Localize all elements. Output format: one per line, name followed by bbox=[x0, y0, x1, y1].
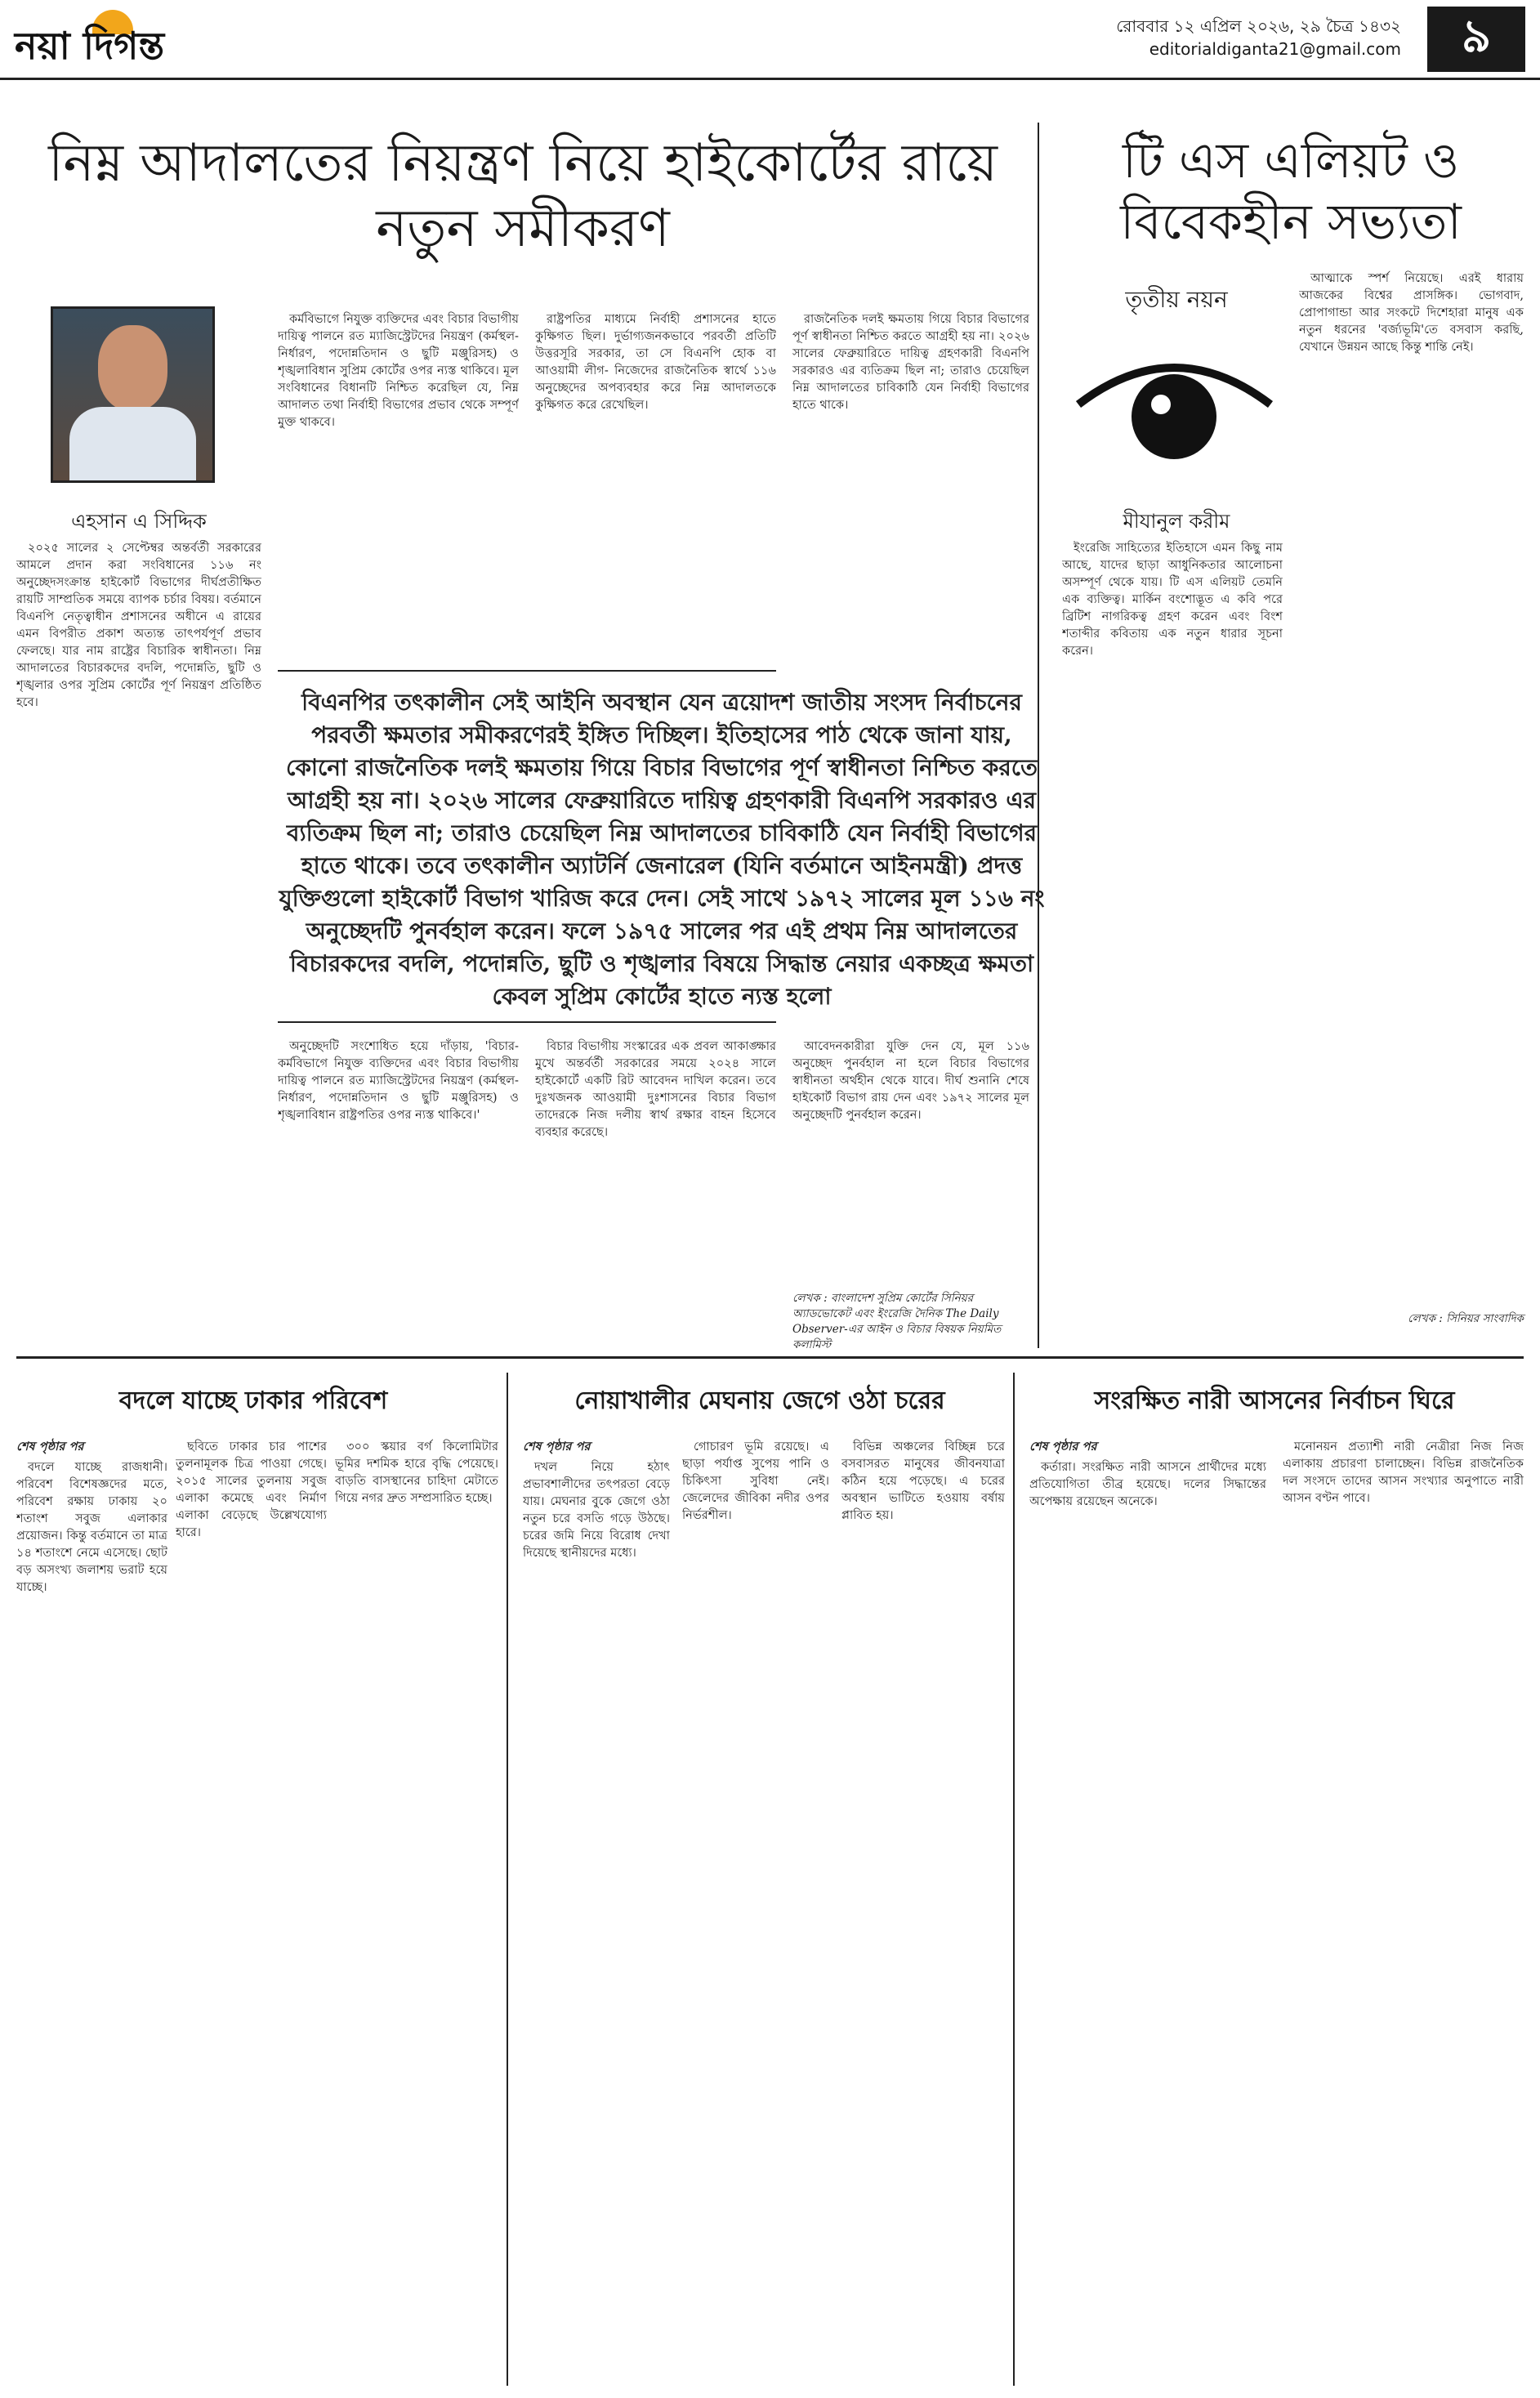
lead-column-7 bbox=[792, 1038, 1029, 1283]
story-1-col2-text: ছবিতে ঢাকার চার পাশের তুলনামূলক চিত্র পাওয়া গেছে। ২০১৫ সালের তুলনায় সবুজ এলাকা কমেছে এবং নির্মাণ এলাকা বেড়েছে উল্লেখযোগ্য হারে। bbox=[176, 1440, 327, 1539]
side-col1-text: ইংরেজি সাহিত্যের ইতিহাসে এমন কিছু নাম আছে, যাদের ছাড়া আধুনিকতার আলোচনা অসম্পূর্ণ থেকে যায়। টি এস এলিয়ট তেমনি এক ব্যক্তিত্ব। মার্কিন বংশোদ্ভূত এ কবি পরে ব্রিটিশ নাগরিকত্ব গ্রহণ করেন এবং বিংশ শতাব্দীর কবিতায় এক নতুন ধারার সূচনা করেন। bbox=[1062, 541, 1283, 658]
lead-col5-text: অনুচ্ছেদটি সংশোধিত হয়ে দাঁড়ায়, 'বিচার-কর্মবিভাগে নিযুক্ত ব্যক্তিদের এবং বিচার বিভাগীয় দায়িত্ব পালনে রত ম্যাজিস্ট্রেটদের নিয়ন্ত্রণ (কর্মস্থল-নির্ধারণ, পদোন্নতিদান ও ছুটি মঞ্জুরিসহ) ও শৃঙ্খলাবিধান রাষ্ট্রপতির ওপর ন্যস্ত থাকিবে।' bbox=[278, 1039, 519, 1122]
continued-label: শেষ পৃষ্ঠার পর bbox=[1029, 1440, 1097, 1454]
lead-col6-text: বিচার বিভাগীয় সংস্কারের এক প্রবল আকাঙ্ক্ষার মুখে অন্তর্বর্তী সরকারের সময়ে ২০২৪ সালে হাইকোর্টে একটি রিট আবেদন দাখিল করেন। তবে দুঃখজনক আওয়ামী দুঃশাসনের বিচার বিভাগ তাদেরকে নিজ দলীয় স্বার্থ রক্ষার বাহন হিসেবে ব্যবহার করেছে। bbox=[535, 1039, 776, 1139]
side-column-1 bbox=[1062, 539, 1283, 1340]
story-3-col2-text: মনোনয়ন প্রত্যাশী নারী নেত্রীরা নিজ নিজ এলাকায় প্রচারণা চালাচ্ছেন। বিভিন্ন রাজনৈতিক দল সংসদে তাদের আসন সংখ্যার অনুপাতে নারী আসন বণ্টন পাবে। bbox=[1283, 1440, 1524, 1505]
story-1-col3-text: ৩০০ স্কয়ার বর্গ কিলোমিটার ভূমির দশমিক হারে বৃদ্ধি পেয়েছে। বাড়তি বাসস্থানের চাহিদা মেটাতে গিয়ে নগর দ্রুত সম্প্রসারিত হচ্ছে। bbox=[335, 1440, 498, 1505]
story-3-column-2 bbox=[1283, 1438, 1524, 2386]
story-1-column-2 bbox=[176, 1438, 327, 2386]
lead-author: এহসান এ সিদ্দিক bbox=[71, 510, 207, 533]
continued-label: শেষ পৃষ্ঠার পর bbox=[523, 1440, 591, 1454]
continued-label: শেষ পৃষ্ঠার পর bbox=[16, 1440, 84, 1454]
lead-author-note: লেখক : বাংলাদেশ সুপ্রিম কোর্টের সিনিয়র অ্যাডভোকেট এবং ইংরেজি দৈনিক The Daily Observer-এর আইন ও বিচার বিষয়ক নিয়মিত কলামিস্ট bbox=[792, 1292, 1002, 1351]
side-author-note: লেখক : সিনিয়র সাংবাদিক bbox=[1408, 1312, 1524, 1325]
lead-col3-text: রাষ্ট্রপতির মাধ্যমে নির্বাহী প্রশাসনের হাতে কুক্ষিগত ছিল। দুর্ভাগ্যজনকভাবে পরবর্তী প্রতিটি উত্তরসূরি সরকার, তা সে বিএনপি হোক বা আওয়ামী লীগ- নিজেদের রাজনৈতিক স্বার্থে ১১৬ অনুচ্ছেদের অপব্যবহার করে নিম্ন আদালতকে কুক্ষিগত করে রেখেছিল। bbox=[535, 312, 776, 412]
bottom-headline-1: বদলে যাচ্ছে ঢাকার পরিবেশ bbox=[118, 1387, 388, 1415]
lead-column-6 bbox=[535, 1038, 776, 1340]
editorial-email[interactable]: editorialdiganta21@gmail.com bbox=[1149, 39, 1401, 59]
bottom-divider-1 bbox=[507, 1373, 508, 2386]
bottom-headline-3: সংরক্ষিত নারী আসনের নির্বাচন ঘিরে bbox=[1094, 1387, 1455, 1415]
story-2-col1-text: দখল নিয়ে হঠাৎ প্রভাবশালীদের তৎপরতা বেড়ে যায়। মেঘনার বুকে জেগে ওঠা নতুন চরে বসতি গড়ে উঠছে। চরের জমি নিয়ে বিরোধ দেখা দিয়েছে স্থানীয়দের মধ্যে। bbox=[523, 1460, 670, 1560]
page-number: ৯ bbox=[1427, 7, 1525, 72]
lead-column-1 bbox=[16, 539, 261, 1356]
lead-col2-text: কর্মবিভাগে নিযুক্ত ব্যক্তিদের এবং বিচার বিভাগীয় দায়িত্ব পালনে রত ম্যাজিস্ট্রেটদের নিয়ন্ত্রণ (কর্মস্থল-নির্ধারণ, পদোন্নতিদান ও ছুটি মঞ্জুরিসহ) ও শৃঙ্খলাবিধান সুপ্রিম কোর্টের ওপর ন্যস্ত থাকিবে। মূল সংবিধানের বিধানটি নিশ্চিত করেছিল যে, নিম্ন আদালত তথা নির্বাহী বিভাগের প্রভাব থেকে সম্পূর্ণ মুক্ত থাকবে। bbox=[278, 312, 519, 429]
lead-column-3 bbox=[535, 310, 776, 662]
eye-logo-icon bbox=[1074, 339, 1274, 462]
story-2-col2-text: গোচারণ ভূমি রয়েছে। এ ছাড়া পর্যাপ্ত সুপেয় পানি ও চিকিৎসা সুবিধা নেই। জেলেদের জীবিকা নদীর ওপর নির্ভরশীল। bbox=[682, 1440, 829, 1522]
bottom-section-rule bbox=[16, 1356, 1524, 1359]
lead-col7-text: আবেদনকারীরা যুক্তি দেন যে, মূল ১১৬ অনুচ্ছেদ পুনর্বহাল না হলে বিচার বিভাগের স্বাধীনতা অর্থহীন থেকে যাবে। দীর্ঘ শুনানি শেষে হাইকোর্ট বিভাগ রায় দেন এবং ১৯৭২ সালের মূল অনুচ্ছেদটি পুনর্বহাল করেন। bbox=[792, 1039, 1029, 1122]
story-2-col3-text: বিভিন্ন অঞ্চলের বিচ্ছিন্ন চরে বসবাসরত মানুষের জীবনযাত্রা কঠিন হয়ে পড়েছে। এ চরের অবস্থান ভাটিতে হওয়ায় বর্ষায় প্লাবিত হয়। bbox=[841, 1440, 1005, 1522]
story-2-column-3 bbox=[841, 1438, 1005, 2386]
story-1-column-1 bbox=[16, 1438, 167, 2386]
author-shirt bbox=[69, 407, 196, 480]
lead-col4-text: রাজনৈতিক দলই ক্ষমতায় গিয়ে বিচার বিভাগের পূর্ণ স্বাধীনতা নিশ্চিত করতে আগ্রহী হয় না। ২০২৬ সালের ফেব্রুয়ারিতে দায়িত্ব গ্রহণকারী বিএনপি সরকারও এর ব্যতিক্রম ছিল না; তারাও চেয়েছিল নিম্ন আদালতের চাবিকাঠি যেন নির্বাহী বিভাগের হাতে থাকে। bbox=[792, 312, 1029, 412]
lead-col1-text: ২০২৫ সালের ২ সেপ্টেম্বর অন্তর্বর্তী সরকারের আমলে প্রদান করা সংবিধানের ১১৬ নং অনুচ্ছেদসংক্রান্ত হাইকোর্ট বিভাগের দীর্ঘপ্রতীক্ষিত রায়টি সাম্প্রতিক সময়ে ব্যাপক চর্চার বিষয়। বর্তমানে বিএনপি নেতৃত্বাধীন প্রশাসনের অধীনে এ রায়ের এমন বিপরীত প্রকাশ অত্যন্ত তাৎপর্যপূর্ণ প্রভাব ফেলছে। যার নাম রাষ্ট্রের বিচারিক স্বাধীনতা। নিম্ন আদালতের বিচারকদের বদলি, পদোন্নতি, ছুটি ও শৃঙ্খলার ওপর সুপ্রিম কোর্টের পূর্ণ নিয়ন্ত্রণ প্রতিষ্ঠিত হবে। bbox=[16, 541, 261, 709]
story-1-column-3 bbox=[335, 1438, 498, 2386]
story-1-col1-text: বদলে যাচ্ছে রাজধানী। পরিবেশ বিশেষজ্ঞদের মতে, পরিবেশ রক্ষায় ঢাকায় ২০ শতাংশ সবুজ এলাকার প্রয়োজন। কিন্তু বর্তমানে তা মাত্র ১৪ শতাংশে নেমে এসেছে। ছোট বড় অসংখ্য জলাশয় ভরাট হয়ে যাচ্ছে। bbox=[16, 1460, 167, 1594]
side-author: মীযানুল করীম bbox=[1123, 510, 1230, 533]
pull-quote-bottom-rule bbox=[278, 1021, 776, 1023]
bottom-headline-2: নোয়াখালীর মেঘনায় জেগে ওঠা চরের bbox=[574, 1387, 945, 1415]
story-2-column-2 bbox=[682, 1438, 829, 2386]
bottom-divider-2 bbox=[1013, 1373, 1015, 2386]
story-2-column-1 bbox=[523, 1438, 670, 2386]
author-face bbox=[98, 325, 167, 411]
newspaper-logo[interactable] bbox=[15, 10, 268, 67]
pull-quote-top-rule bbox=[278, 670, 776, 672]
lead-column-5 bbox=[278, 1038, 519, 1340]
pull-quote: বিএনপির তৎকালীন সেই আইনি অবস্থান যেন ত্রয়োদশ জাতীয় সংসদ নির্বাচনের পরবর্তী ক্ষমতার সমীকরণেরই ইঙ্গিত দিচ্ছিল। ইতিহাসের পাঠ থেকে জানা যায়, কোনো রাজনৈতিক দলই ক্ষমতায় গিয়ে বিচার বিভাগের পূর্ণ স্বাধীনতা নিশ্চিত করতে আগ্রহী হয় না। ২০২৬ সালের ফেব্রুয়ারিতে দায়িত্ব গ্রহণকারী বিএনপি সরকারও এর ব্যতিক্রম ছিল না; তারাও চেয়েছিল নিম্ন আদালতের চাবিকাঠি যেন নির্বাহী বিভাগের হাতে থাকে। তবে তৎকালীন অ্যাটর্নি জেনারেল (যিনি বর্তমানে আইনমন্ত্রী) প্রদত্ত যুক্তিগুলো হাইকোর্ট বিভাগ খারিজ করে দেন। সেই সাথে ১৯৭২ সালের মূল ১১৬ নং অনুচ্ছেদটি পুনর্বহাল করেন। ফলে ১৯৭৫ সালের পর এই প্রথম নিম্ন আদালতের বিচারকদের বদলি, পদোন্নতি, ছুটি ও শৃঙ্খলার বিষয়ে সিদ্ধান্ত নেয়ার একচ্ছত্র ক্ষমতা কেবল সুপ্রিম কোর্টের হাতে ন্যস্ত হলো bbox=[279, 689, 1045, 1010]
issue-date: রোববার ১২ এপ্রিল ২০২৬, ২৯ চৈত্র ১৪৩২ bbox=[1116, 16, 1401, 36]
lead-headline: নিম্ন আদালতের নিয়ন্ত্রণ নিয়ে হাইকোর্টের রায়ে নতুন সমীকরণ bbox=[48, 133, 998, 259]
author-photo bbox=[51, 306, 215, 483]
side-column-2 bbox=[1299, 270, 1524, 1299]
side-col2-text: আত্মাকে স্পর্শ নিয়েছে। এরই ধারায় আজকের বিশ্বের প্রাসঙ্গিক। ভোগবাদ, প্রোপাগান্ডা আর সংকটে দিশেহারা মানুষ এক নতুন ধরনের 'বর্জ্যভূমি'তে বসবাস করছি, যেখানে উন্নয়ন আছে কিন্তু শান্তি নেই। bbox=[1299, 271, 1524, 354]
story-3-col1-text: কর্তারা। সংরক্ষিত নারী আসনে প্রার্থীদের মধ্যে প্রতিযোগিতা তীব্র হয়েছে। দলের সিদ্ধান্তের অপেক্ষায় রয়েছেন অনেকে। bbox=[1029, 1460, 1266, 1508]
logo-text: নয়া দিগন্ত bbox=[15, 24, 165, 68]
lead-column-2 bbox=[278, 310, 519, 662]
side-headline: টি এস এলিয়ট ও বিবেকহীন সভ্যতা bbox=[1120, 132, 1462, 251]
story-3-column-1 bbox=[1029, 1438, 1266, 2386]
side-column-label: তৃতীয় নয়ন bbox=[1125, 286, 1228, 313]
